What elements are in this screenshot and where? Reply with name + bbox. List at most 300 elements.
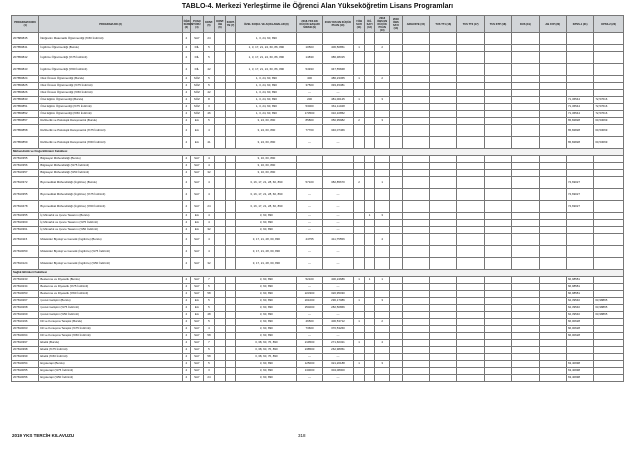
column-header: KONT. (5) [203,16,215,33]
table-cell [457,246,484,258]
table-cell [539,298,566,305]
table-cell: 4 [203,189,215,201]
table-cell [402,76,429,83]
table-cell: Okul Öncesi Öğretmenliği (%75 İndirimli) [39,83,182,90]
table-cell [512,170,539,177]
table-cell [457,298,484,305]
table-cell: 3, 60, 890 [236,213,297,220]
table-cell: 66,00628 [566,333,593,340]
table-cell [594,201,624,213]
table-cell: SAY [191,326,204,333]
table-cell: 296,17086 [322,298,354,305]
table-cell [457,227,484,234]
table-cell [484,170,511,177]
table-cell: İlköğretim Matematik Öğretmenliği (%50 İndirimli) [39,33,182,45]
table-cell [225,52,236,64]
table-cell [375,220,390,227]
table-header-row [12,16,624,33]
table-cell: 46500 [297,319,322,326]
table-cell: --- [322,189,354,201]
table-cell [457,137,484,149]
table-cell: 1, 3, 17, 21, 24, 60, 86, 890 [236,64,297,76]
table-row [12,156,624,163]
table-cell [215,163,226,170]
table-cell [402,163,429,170]
table-cell [539,361,566,368]
table-cell [539,284,566,291]
table-cell: 223300 [297,291,322,298]
table-cell: 207850851 [12,104,39,111]
table-cell [457,111,484,118]
table-cell [354,156,365,163]
table-cell [364,76,375,83]
table-cell: SÖZ [191,104,204,111]
table-cell: Bilgisayar Mühendisliği (Burslu) [39,156,182,163]
table-cell: Çocuk Gelişimi (%75 İndirimli) [39,305,182,312]
table-cell [364,111,375,118]
table-cell [375,375,390,382]
table-cell [215,347,226,354]
table-cell [354,246,365,258]
table-cell: Özel Eğitim Öğretmenliği (%50 İndirimli) [39,111,182,118]
table-row [12,361,624,368]
table-cell [390,90,403,97]
table-cell: 4 [182,319,190,326]
table-cell: 57100 [297,177,322,189]
table-cell [215,201,226,213]
table-cell [457,284,484,291]
table-cell [225,118,236,125]
table-cell: EA [191,312,204,319]
table-cell: 58 [203,333,215,340]
table-cell: EA [191,118,204,125]
section-label: Mühendislik ve Doğa Bilimleri Fakültesi [12,149,624,156]
table-cell: --- [297,227,322,234]
table-cell [566,246,593,258]
table-cell: 1 [375,177,390,189]
table-cell: 4 [182,213,190,220]
table-row [12,284,624,291]
table-cell: Okul Öncesi Öğretmenliği (Burslu) [39,76,182,83]
table-cell [354,312,365,319]
table-row [12,33,624,45]
table-cell: --- [322,312,354,319]
table-cell: EA [191,213,204,220]
table-cell [402,340,429,347]
programs-table [11,15,624,382]
table-cell [539,234,566,246]
table-cell: 207850824 [12,76,39,83]
table-cell [375,90,390,97]
table-cell [390,375,403,382]
table-cell: 3, 60, 890 [236,319,297,326]
table-cell: 3, 24, 60, 890 [236,125,297,137]
table-cell: 46 [203,111,215,118]
table-cell: 62,39540 [566,305,593,312]
table-cell [225,284,236,291]
table-cell [375,189,390,201]
table-cell [430,227,457,234]
table-cell [539,97,566,104]
table-cell [354,291,365,298]
table-cell [594,227,624,234]
table-cell: Moleküler Biyoloji ve Genetik (İngilizce) (Burslu) [39,234,182,246]
table-cell: Moleküler Biyoloji ve Genetik (İngilizce) (%50 İndirimli) [39,258,182,270]
table-cell [484,156,511,163]
column-header: ÖĞR. SÜRESİ (3) [182,16,190,33]
table-row [12,83,624,90]
table-cell [512,340,539,347]
table-cell [354,375,365,382]
table-cell: 7 [203,277,215,284]
table-cell [354,354,365,361]
table-cell [364,201,375,213]
table-cell: 481,00125 [322,97,354,104]
table-cell [390,354,403,361]
table-cell: --- [297,213,322,220]
table-cell [297,156,322,163]
table-cell [430,111,457,118]
table-cell [225,305,236,312]
table-cell [225,170,236,177]
table-cell [375,354,390,361]
table-cell [484,163,511,170]
table-cell [457,177,484,189]
table-cell [594,361,624,368]
table-cell [402,375,429,382]
table-cell [566,156,593,163]
table-cell [402,246,429,258]
table-cell: 350,95982 [322,118,354,125]
table-cell [390,333,403,340]
table-cell [512,298,539,305]
table-row [12,104,624,111]
column-header: KPSS-1 (21) [566,16,593,33]
table-cell [364,104,375,111]
table-row [12,125,624,137]
table-cell [594,354,624,361]
table-cell [402,333,429,340]
table-cell: 62,39540 [566,312,593,319]
table-cell [512,156,539,163]
table-cell: 4 [182,137,190,149]
table-cell [539,189,566,201]
table-row [12,45,624,52]
table-cell: 3, 60, 890 [236,368,297,375]
table-cell [364,137,375,149]
table-cell: 4 [182,246,190,258]
table-row [12,291,624,298]
table-cell: 207850852 [12,111,39,118]
table-cell: --- [322,137,354,149]
table-cell: 201000 [297,298,322,305]
table-cell: --- [322,284,354,291]
table-cell [390,340,403,347]
table-row [12,189,624,201]
table-cell [215,333,226,340]
table-cell [457,305,484,312]
table-cell: EA [191,220,204,227]
table-cell: --- [322,213,354,220]
table-cell [539,201,566,213]
table-cell [566,90,593,97]
table-cell: --- [297,220,322,227]
table-cell [594,368,624,375]
table-cell: 4 [182,375,190,382]
table-cell: 14830 [297,52,322,64]
table-cell: 3, 60, 890 [236,361,297,368]
table-cell [457,83,484,90]
table-cell: 63,40998 [566,361,593,368]
table-cell [390,97,403,104]
table-cell [390,76,403,83]
table-cell: 3, 60, 890 [236,227,297,234]
table-row [12,305,624,312]
table-cell: SÖZ [191,83,204,90]
table-cell [375,156,390,163]
table-cell [375,305,390,312]
table-cell [539,312,566,319]
table-cell [430,326,457,333]
table-cell: Özel Eğitim Öğretmenliği (Burslu) [39,97,182,104]
table-cell [375,137,390,149]
table-cell [364,333,375,340]
table-cell [402,64,429,76]
table-cell [364,319,375,326]
table-cell: 3, 16, 60, 890 [236,156,297,163]
table-cell: 207810269 [12,312,39,319]
table-cell [512,64,539,76]
table-cell [354,227,365,234]
table-cell: SAY [191,361,204,368]
table-cell [457,312,484,319]
table-cell [566,33,593,45]
table-cell: 207810267 [12,298,39,305]
table-cell [364,340,375,347]
table-cell [457,76,484,83]
table-cell: SÖZ [191,90,204,97]
table-cell [297,170,322,177]
table-cell [364,90,375,97]
table-cell [402,33,429,45]
table-cell: 73600 [297,326,322,333]
table-cell [512,258,539,270]
table-cell [430,312,457,319]
table-cell: İç Mimarlık ve Çevre Tasarımı (Burslu) [39,213,182,220]
table-cell: 1 [354,319,365,326]
table-cell [484,97,511,104]
table-cell [364,83,375,90]
table-cell: 320,95030 [322,291,354,298]
table-cell: 207810357 [12,170,39,177]
table-cell [594,234,624,246]
table-cell: Beslenme ve Diyetetik (Burslu) [39,277,182,284]
table-cell: Rehberlik ve Psikolojik Danışmanlık (Burslu) [39,118,182,125]
table-cell [539,52,566,64]
table-cell [354,201,365,213]
table-cell [566,213,593,220]
table-cell: 74,69027 [566,177,593,189]
table-cell: --- [297,333,322,340]
table-cell: SAY [191,246,204,258]
table-cell: 173500 [297,111,322,118]
table-cell [402,234,429,246]
table-cell [402,326,429,333]
table-cell: 5 [203,52,215,64]
table-cell [215,246,226,258]
table-cell [375,258,390,270]
table-cell [484,201,511,213]
table-cell [215,156,226,163]
table-cell [402,118,429,125]
table-cell [402,319,429,326]
table-cell [402,104,429,111]
table-cell: Ebelik (%50 İndirimli) [39,354,182,361]
table-cell: 2 [354,118,365,125]
table-cell: Ergoterapi (Burslu) [39,361,182,368]
table-cell: 3 [375,213,390,220]
table-cell [539,333,566,340]
table-cell: --- [297,312,322,319]
table-cell: Dil ve Konuşma Terapisi (%50 İndirimli) [39,333,182,340]
column-header: TUS KTP (18) [484,16,511,33]
table-cell [364,118,375,125]
table-cell: 1, 3, 24, 60, 890 [236,90,297,97]
table-cell [390,64,403,76]
table-cell [457,291,484,298]
table-cell [402,90,429,97]
table-cell [215,189,226,201]
table-cell [402,258,429,270]
table-cell: 361,11048 [322,104,354,111]
page-number: 318 [298,433,306,438]
table-cell: İngilizce Öğretmenliği (%50 İndirimli) [39,64,182,76]
table-cell [402,170,429,177]
table-row [12,277,624,284]
table-cell [215,52,226,64]
table-cell: 4 [182,305,190,312]
table-cell [539,118,566,125]
table-cell [566,340,593,347]
table-cell: SAY [191,340,204,347]
table-cell: 5 [203,83,215,90]
table-cell [225,97,236,104]
table-cell [512,177,539,189]
table-cell: 66,00628 [566,326,593,333]
table-cell [457,201,484,213]
table-cell [390,83,403,90]
table-cell [484,291,511,298]
table-cell: 63,98865 [594,312,624,319]
table-cell [354,368,365,375]
table-cell [364,258,375,270]
table-cell [402,177,429,189]
table-cell [390,347,403,354]
table-cell [539,64,566,76]
table-cell [390,104,403,111]
table-cell [225,227,236,234]
table-cell: 207810196 [12,319,39,326]
table-cell: EA [191,125,204,137]
table-cell: Çocuk Gelişimi (%50 İndirimli) [39,312,182,319]
table-cell: 4 [375,234,390,246]
table-cell [354,305,365,312]
table-cell [215,97,226,104]
table-cell [484,312,511,319]
table-cell [430,64,457,76]
table-cell: 207810124 [12,258,39,270]
table-cell: 207810356 [12,163,39,170]
table-cell: 3, 16, 60, 890 [236,170,297,177]
table-cell: 4 [182,104,190,111]
table-cell [364,177,375,189]
table-cell: 248500 [297,347,322,354]
table-cell: 4 [182,291,190,298]
table-row [12,177,624,189]
table-cell [354,333,365,340]
table-cell: 4 [182,33,190,45]
column-header: KONT. ÖB (6) [215,16,226,33]
table-cell [484,368,511,375]
table-cell [390,111,403,118]
table-cell: 219500 [297,340,322,347]
table-cell: 71,36544 [566,111,593,118]
table-cell [484,125,511,137]
table-cell: 2 [375,45,390,52]
column-header: ÖZEL KOŞUL VE AÇIKLAMALAR (8) [236,16,297,33]
table-cell [364,33,375,45]
table-cell [484,137,511,149]
table-cell [484,340,511,347]
table-cell: Bilgisayar Mühendisliği (%50 İndirimli) [39,170,182,177]
table-cell [375,227,390,234]
table-cell [512,361,539,368]
table-cell: EA [191,305,204,312]
table-cell: 3, 60, 890 [236,298,297,305]
table-cell [354,83,365,90]
table-cell [215,340,226,347]
table-cell [225,189,236,201]
table-cell [375,246,390,258]
table-cell [402,45,429,52]
table-cell: 1 [354,340,365,347]
table-cell [512,97,539,104]
table-cell: 3, 17, 21, 28, 60, 890 [236,258,297,270]
table-cell [215,361,226,368]
table-cell [390,312,403,319]
table-cell: Biyomedikal Mühendisliği (İngilizce) (%50 İndirimli) [39,201,182,213]
table-cell: 207850841 [12,45,39,52]
table-cell: 1 [354,76,365,83]
table-cell [484,319,511,326]
table-cell: 3, 60, 890 [236,277,297,284]
table-cell: SAY [191,258,204,270]
table-cell [390,298,403,305]
table-cell: 5 [203,76,215,83]
table-cell [225,111,236,118]
table-cell [484,246,511,258]
table-cell: 63,98865 [594,305,624,312]
table-cell [430,76,457,83]
table-cell [402,97,429,104]
table-cell [390,33,403,45]
table-cell [430,333,457,340]
table-cell: 85800 [297,118,322,125]
table-cell [390,227,403,234]
table-cell: 393,45381 [322,83,354,90]
table-cell: 44755 [297,234,322,246]
table-cell [539,213,566,220]
